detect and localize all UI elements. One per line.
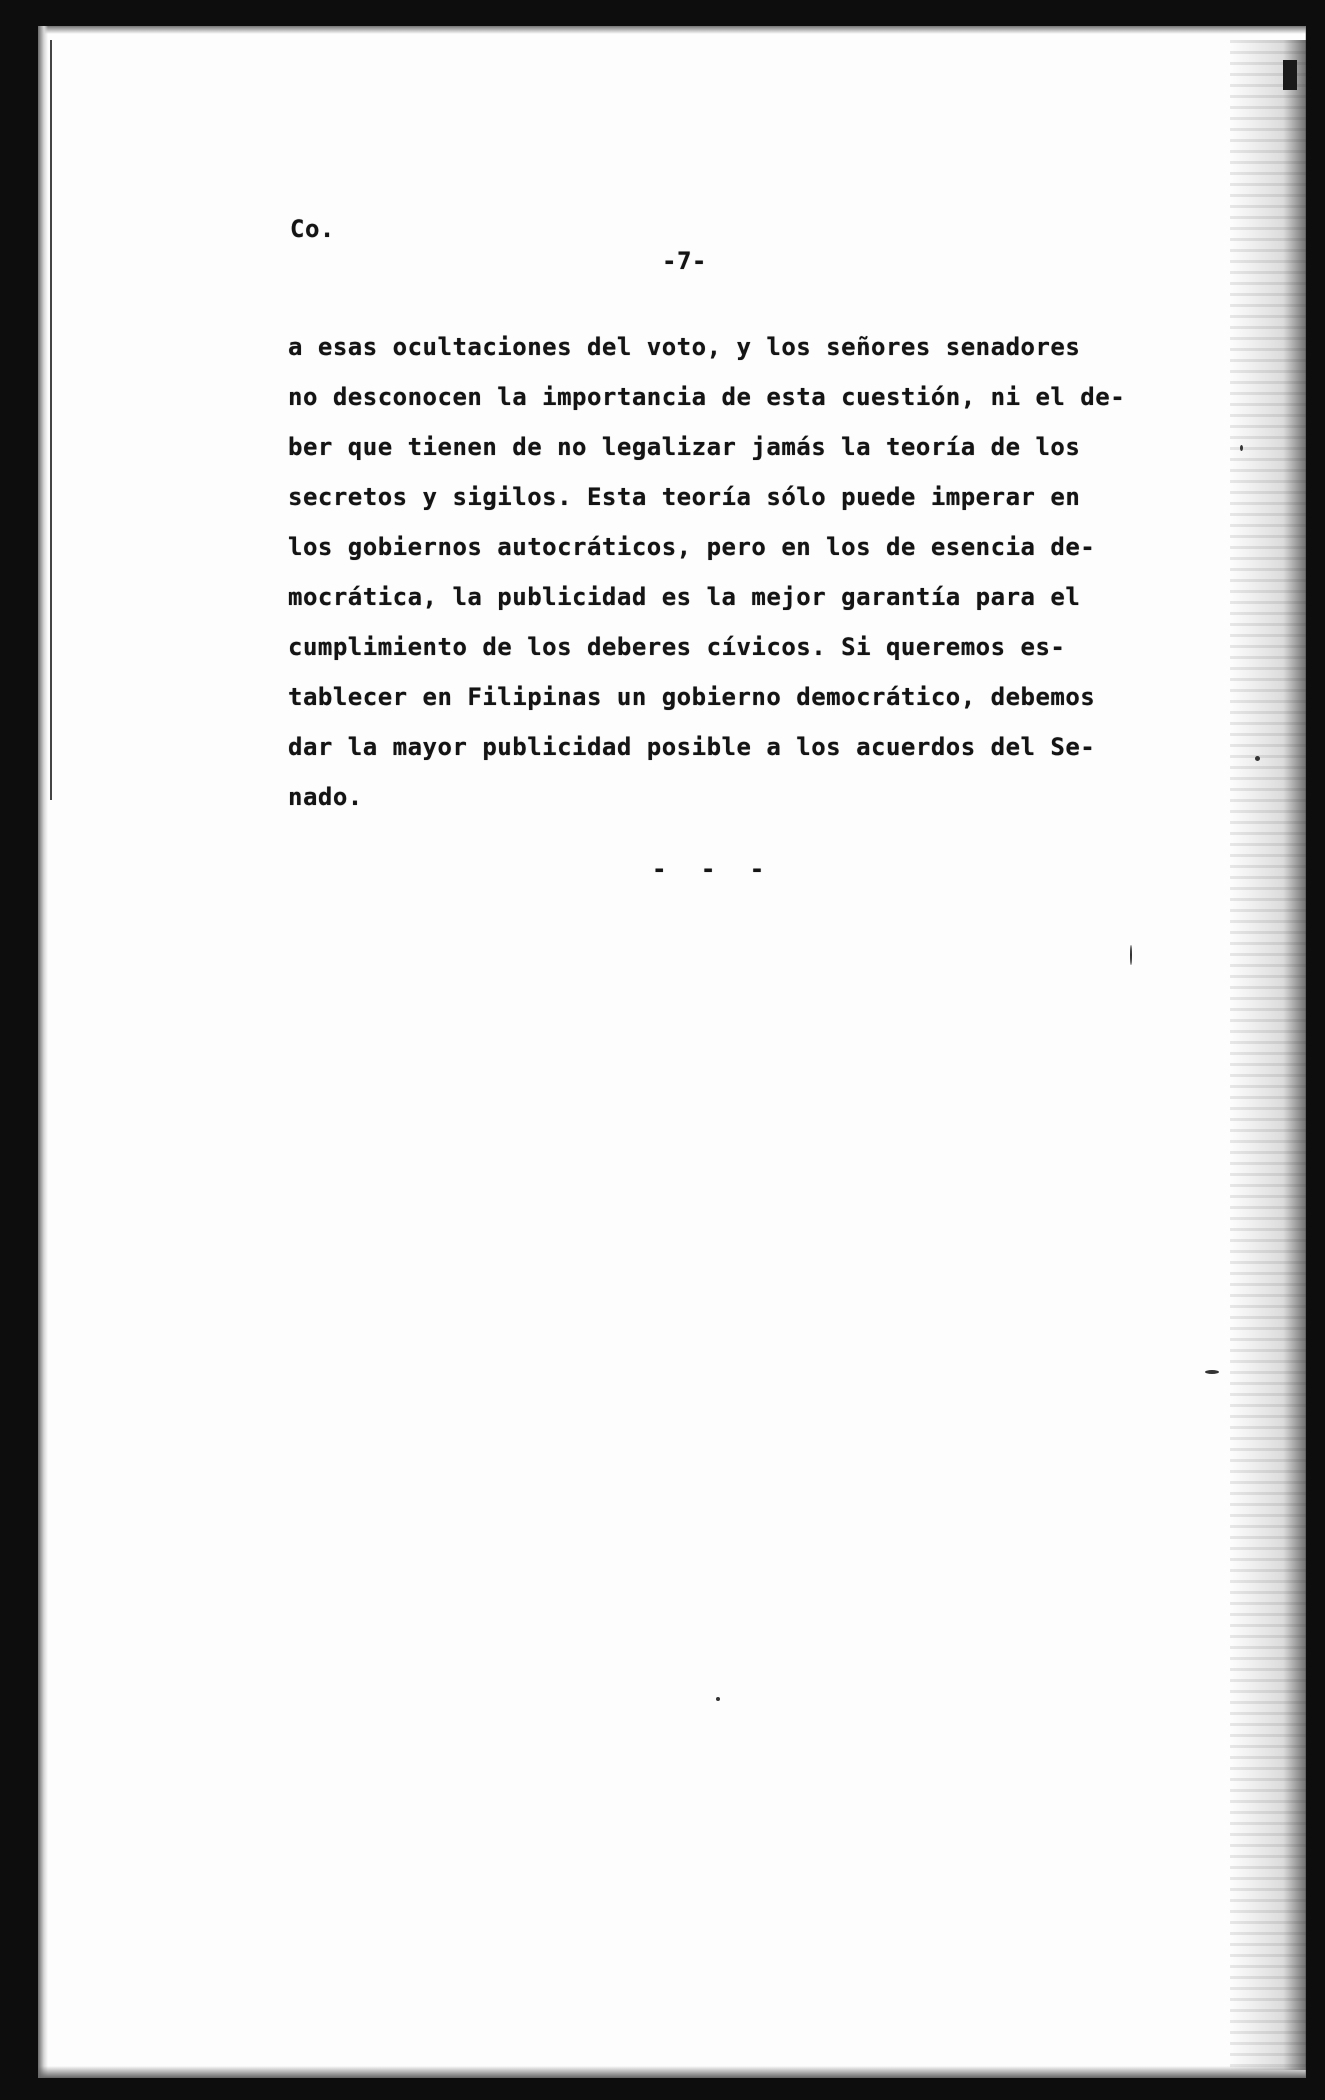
scan-speck	[1240, 445, 1243, 451]
paragraph-line: secretos y sigilos. Esta teoría sólo puede imperar en	[288, 483, 1081, 511]
paragraph-line: nado.	[288, 783, 363, 811]
paragraph-line: los gobiernos autocráticos, pero en los de esencia de-	[288, 533, 1096, 561]
page-number: -7-	[662, 247, 707, 275]
paragraph-line: a esas ocultaciones del voto, y los señores senadores	[288, 333, 1081, 361]
margin-line	[50, 40, 52, 800]
scan-speck	[1130, 945, 1132, 965]
corner-tab	[1283, 60, 1297, 90]
paragraph-line: ber que tienen de no legalizar jamás la teoría de los	[288, 433, 1081, 461]
scan-speck	[1255, 756, 1260, 761]
page-left-edge	[38, 26, 48, 2078]
paragraph-line: cumplimiento de los deberes cívicos. Si queremos es-	[288, 633, 1066, 661]
paragraph-line: mocrática, la publicidad es la mejor garantía para el	[288, 583, 1081, 611]
scan-speck	[716, 1697, 720, 1701]
paragraph-line: tablecer en Filipinas un gobierno democrático, debemos	[288, 683, 1096, 711]
end-mark: - - -	[652, 855, 775, 883]
scan-speck	[1205, 1370, 1219, 1374]
paragraph-line: dar la mayor publicidad posible a los acuerdos del Se-	[288, 733, 1096, 761]
page-bottom-edge	[38, 2066, 1306, 2078]
page-top-edge	[38, 26, 1306, 34]
paragraph-line: no desconocen la importancia de esta cuestión, ni el de-	[288, 383, 1126, 411]
corner-mark: Co.	[290, 215, 335, 243]
page-right-edge	[1230, 40, 1306, 2070]
